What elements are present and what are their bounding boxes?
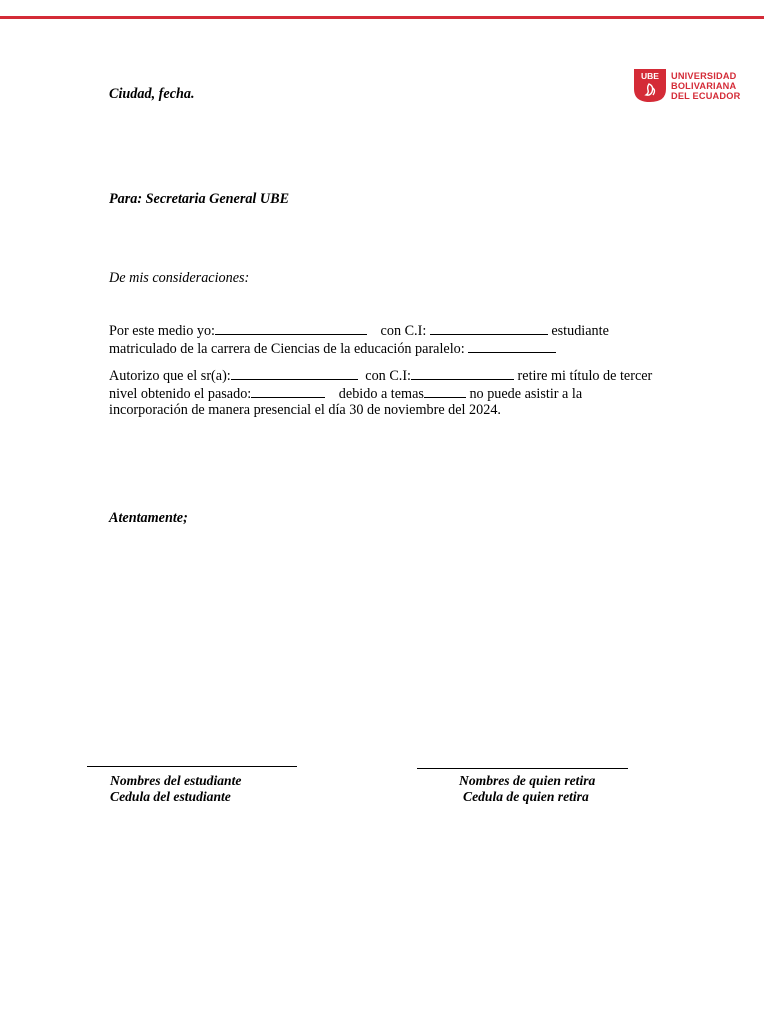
paragraph2-line3: incorporación de manera presencial el día 30 de noviembre del 2024. xyxy=(109,402,501,418)
logo-line: DEL ECUADOR xyxy=(671,91,741,101)
shield-badge-text: UBE xyxy=(641,71,659,81)
student-id-blank[interactable] xyxy=(430,322,548,335)
date-blank[interactable] xyxy=(251,385,325,398)
proxy-id-blank[interactable] xyxy=(411,367,514,380)
text-segment: Autorizo que el sr(a): xyxy=(109,368,231,384)
paragraph2-line2 xyxy=(109,385,582,403)
text-segment: matriculado de la carrera de Ciencias de la educación paralelo: xyxy=(109,341,465,357)
city-date-line: Ciudad, fecha. xyxy=(109,86,195,102)
proxy-name-label: Nombres de quien retira xyxy=(459,773,596,788)
logo-line: UNIVERSIDAD xyxy=(671,71,737,81)
greeting-line: De mis consideraciones: xyxy=(109,270,250,286)
text-segment: estudiante xyxy=(551,323,609,339)
header-accent-rule xyxy=(0,16,764,19)
recipient-line: Para: Secretaria General UBE xyxy=(109,191,290,207)
text-segment: retire mi título de tercer xyxy=(517,368,653,384)
student-name-blank[interactable] xyxy=(215,322,367,335)
student-id-label: Cedula del estudiante xyxy=(110,789,231,804)
text-segment: nivel obtenido el pasado: xyxy=(109,386,252,402)
logo-line: BOLIVARIANA xyxy=(671,81,737,91)
closing-line: Atentamente; xyxy=(109,510,188,526)
text-segment: no puede asistir a la xyxy=(469,386,583,402)
text-segment: Por este medio yo: xyxy=(109,323,215,339)
university-logo xyxy=(634,69,746,103)
ube-shield-icon xyxy=(634,69,666,103)
paragraph1-line1 xyxy=(109,322,609,340)
paragraph2-line1 xyxy=(109,367,652,385)
logo-wordmark xyxy=(671,71,740,101)
student-signature-line[interactable] xyxy=(87,766,297,767)
paragraph1-line2 xyxy=(109,340,556,358)
text-segment: con C.I: xyxy=(365,368,411,384)
student-name-label: Nombres del estudiante xyxy=(110,773,242,788)
section-blank[interactable] xyxy=(468,340,556,353)
text-segment: con C.I: xyxy=(380,323,427,339)
proxy-signature-line[interactable] xyxy=(417,768,628,769)
proxy-name-blank[interactable] xyxy=(231,367,358,380)
reason-blank[interactable] xyxy=(424,385,466,398)
proxy-id-label: Cedula de quien retira xyxy=(463,789,589,804)
text-segment: debido a temas xyxy=(338,386,424,402)
